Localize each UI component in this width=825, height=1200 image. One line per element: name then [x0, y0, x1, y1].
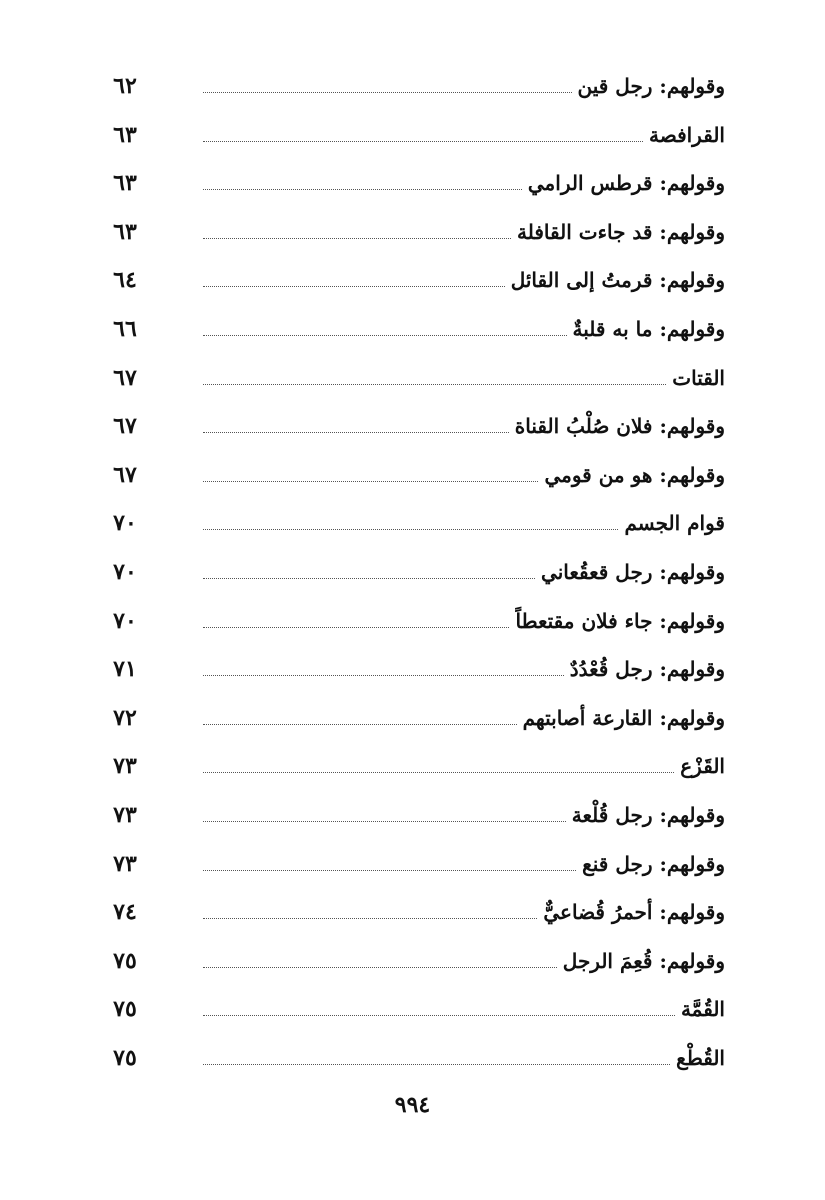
toc-entry — [95, 651, 725, 687]
dot-leader — [203, 724, 517, 725]
dot-leader — [203, 772, 674, 773]
toc-entry-title: وقولهم: قد جاءت القافلة — [517, 219, 725, 244]
dot-leader — [203, 627, 509, 628]
toc-entry-page-number: ٧٠ — [113, 510, 137, 537]
toc-entry — [95, 311, 725, 347]
toc-entry-page-number: ٦٢ — [113, 73, 137, 99]
toc-entry — [95, 68, 725, 104]
dot-leader — [203, 286, 505, 287]
toc-entry — [95, 991, 725, 1027]
dot-leader — [203, 529, 618, 530]
toc-entry-title: وقولهم: قرطس الرامي — [527, 171, 725, 196]
toc-entry-page-number: ٧٣ — [113, 850, 137, 877]
toc-entry-page-number: ٧٥ — [113, 1045, 137, 1071]
toc-entry-page-number: ٦٤ — [113, 267, 137, 294]
toc-entry-title: وقولهم: هو من قومي — [544, 462, 725, 487]
dot-leader — [203, 92, 572, 93]
toc-entry — [95, 457, 725, 493]
dot-leader — [203, 1064, 670, 1065]
toc-entry — [95, 214, 725, 250]
toc-entry-page-number: ٦٣ — [113, 218, 137, 245]
toc-entry — [95, 165, 725, 201]
toc-entry-title: وقولهم: رجل قعقُعاني — [541, 560, 725, 584]
dot-leader — [203, 918, 537, 919]
dot-leader — [203, 821, 566, 822]
toc-entry-title: القُطْع — [676, 1046, 725, 1070]
toc-entry-title: القرافصة — [649, 122, 725, 147]
dot-leader — [203, 967, 557, 968]
toc-entry-title: وقولهم: القارعة أصابتهم — [522, 705, 725, 730]
toc-entry-title: القتات — [672, 365, 725, 390]
toc-entry — [95, 1040, 725, 1076]
dot-leader — [203, 384, 666, 385]
toc-entry-title: وقولهم: جاء فلان مقتعطاً — [515, 608, 725, 633]
toc-entry-page-number: ٦٧ — [113, 364, 137, 391]
toc-entry-title: وقولهم: رجل قنع — [582, 851, 725, 876]
toc-entry-page-number: ٧٢ — [113, 704, 137, 731]
toc-entry — [95, 700, 725, 736]
toc-entry — [95, 797, 725, 833]
toc-entry-page-number: ٦٣ — [113, 121, 137, 148]
toc-entry-title: القُمَّة — [680, 997, 725, 1022]
toc-entry — [95, 846, 725, 882]
toc-entry — [95, 943, 725, 979]
toc-entry-page-number: ٦٣ — [113, 170, 137, 197]
dot-leader — [203, 141, 643, 142]
toc-entry-page-number: ٧٠ — [113, 607, 137, 634]
page-number: ٩٩٤ — [394, 1092, 431, 1118]
toc-entry-title: وقولهم: رجل قين — [577, 74, 725, 98]
toc-entry-page-number: ٧٥ — [113, 947, 137, 974]
toc-entry-page-number: ٧٥ — [113, 996, 137, 1023]
toc-entry-page-number: ٦٧ — [113, 461, 137, 488]
dot-leader — [203, 481, 538, 482]
dot-leader — [203, 189, 522, 190]
toc-entry-title: وقولهم: رجل قُلْعة — [571, 803, 725, 827]
toc-entry-title: وقولهم: قُعِمَ الرجل — [562, 948, 725, 973]
toc-entry — [95, 262, 725, 298]
toc-entry-page-number: ٧٠ — [113, 559, 137, 585]
toc-entry — [95, 117, 725, 153]
toc-entry-title: وقولهم: فلان صُلْبُ القناة — [514, 414, 725, 439]
toc-entry-page-number: ٧٣ — [113, 753, 137, 780]
toc-entry — [95, 748, 725, 784]
dot-leader — [203, 1015, 675, 1016]
toc-entry-page-number: ٧٤ — [113, 899, 137, 926]
dot-leader — [203, 238, 511, 239]
toc-entry-title: قوام الجسم — [624, 511, 725, 536]
dot-leader — [203, 335, 567, 336]
toc-entry — [95, 554, 725, 590]
toc-entry-title: وقولهم: ما به قلبةٌ — [572, 317, 725, 341]
toc-entry-page-number: ٧٣ — [113, 802, 137, 828]
toc-entry — [95, 360, 725, 396]
toc-entry-page-number: ٦٧ — [113, 413, 137, 440]
toc-entry-title: وقولهم: رجل قُعْدُدٌ — [569, 657, 725, 682]
dot-leader — [203, 432, 509, 433]
toc-entry-title: وقولهم: قرمتُ إلى القائل — [510, 268, 725, 293]
toc-entry — [95, 894, 725, 930]
dot-leader — [203, 578, 535, 579]
toc-entry-title: وقولهم: أحمرُ قُضاعيٌّ — [543, 900, 725, 925]
dot-leader — [203, 675, 564, 676]
toc-entry — [95, 408, 725, 444]
toc-entry-title: القَزْع — [680, 754, 725, 779]
toc-entry — [95, 505, 725, 541]
toc-entry-page-number: ٧١ — [113, 656, 137, 683]
toc-entry — [95, 603, 725, 639]
dot-leader — [203, 870, 576, 871]
toc-entry-page-number: ٦٦ — [113, 316, 137, 342]
